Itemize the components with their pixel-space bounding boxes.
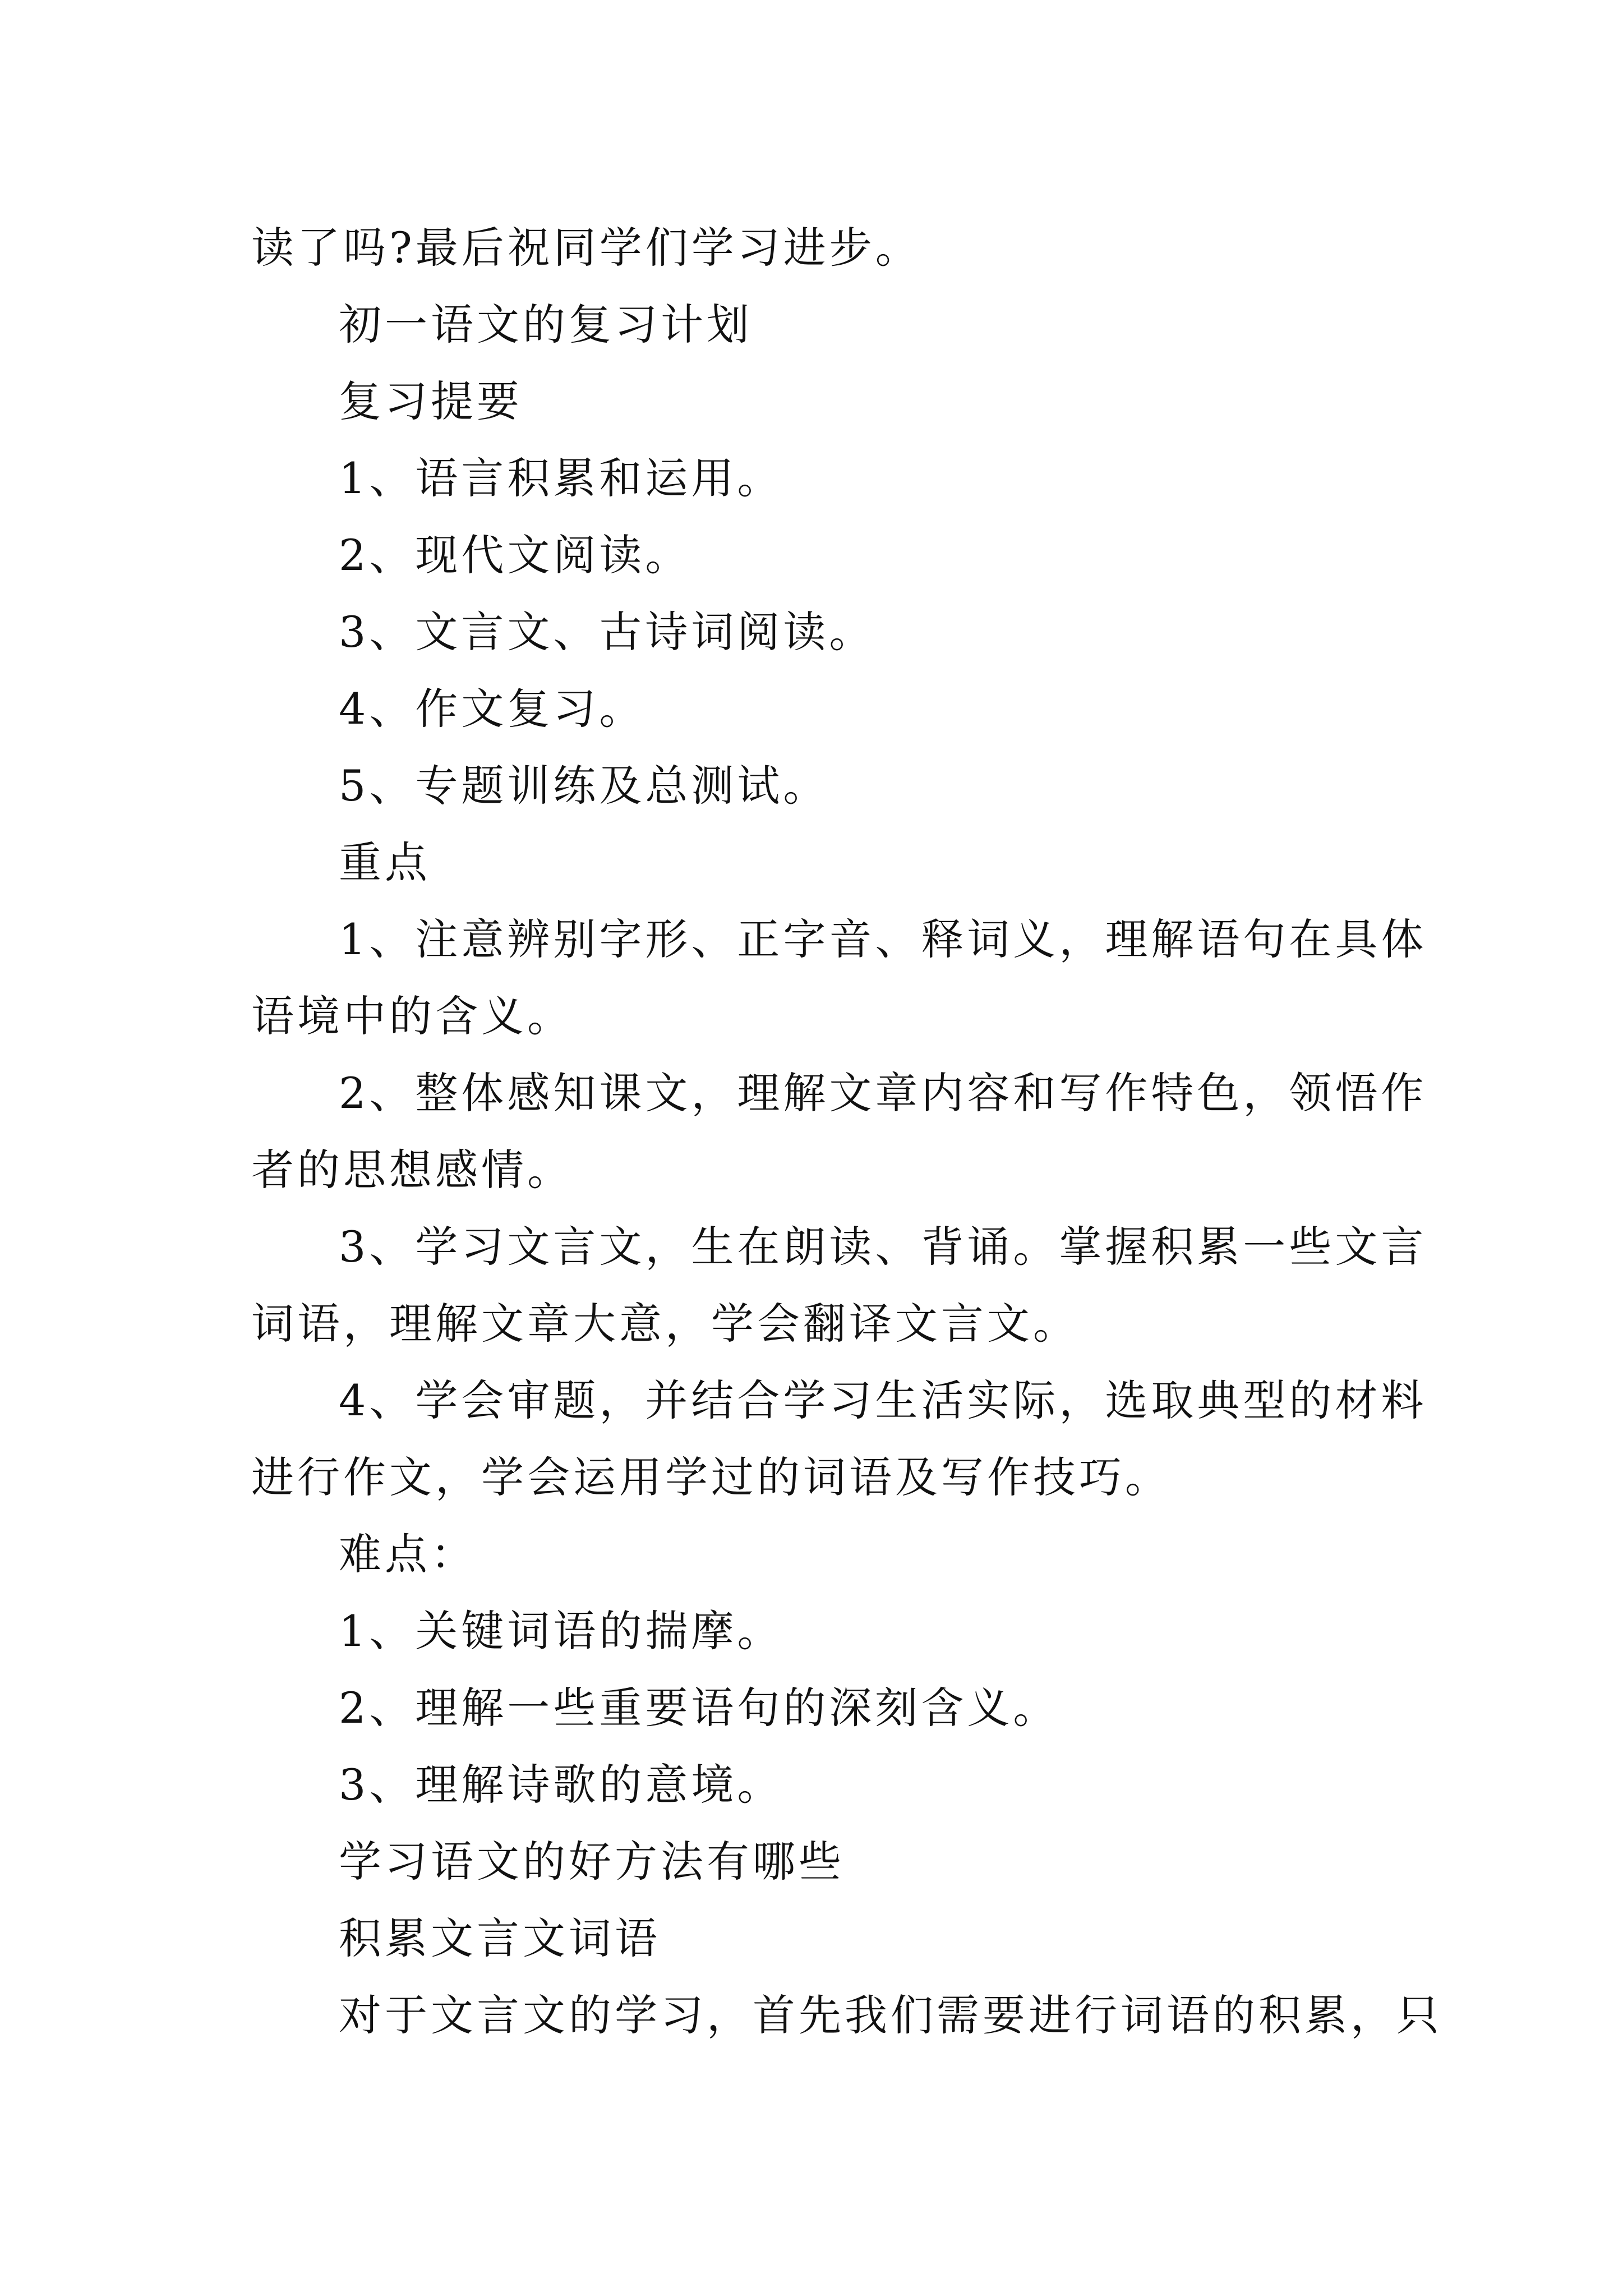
outline-heading: 复习提要 — [339, 376, 523, 426]
key-point-line: 1、注意辨别字形、正字音、释词义，理解语句在具体 — [339, 914, 1427, 964]
difficult-point: 1、关键词语的揣摩。 — [339, 1606, 783, 1656]
document-body — [251, 209, 1442, 2054]
key-point-line: 词语，理解文章大意，学会翻译文言文。 — [251, 1299, 1079, 1349]
key-point-line: 语境中的含义。 — [251, 991, 573, 1041]
key-point-line: 2、整体感知课文，理解文章内容和写作特色，领悟作 — [339, 1068, 1427, 1118]
outline-item: 1、语言积累和运用。 — [339, 453, 783, 503]
key-point-line: 者的思想感情。 — [251, 1145, 573, 1195]
difficult-points-heading: 难点： — [339, 1529, 477, 1579]
method-text: 对于文言文的学习，首先我们需要进行词语的积累，只 — [339, 1990, 1442, 2040]
key-point — [251, 1362, 1427, 1516]
outline-item: 2、现代文阅读。 — [339, 530, 691, 580]
method-heading: 积累文言文词语 — [339, 1913, 661, 1963]
key-point-line: 3、学习文言文，生在朗读、背诵。掌握积累一些文言 — [339, 1222, 1427, 1272]
outline-item: 5、专题训练及总测试。 — [339, 761, 829, 811]
difficult-point: 2、理解一些重要语句的深刻含义。 — [339, 1683, 1059, 1733]
outline-item: 3、文言文、古诗词阅读。 — [339, 607, 875, 657]
key-point — [251, 1055, 1427, 1208]
key-point — [251, 1208, 1427, 1362]
key-point — [251, 901, 1427, 1055]
outline-item: 4、作文复习。 — [339, 684, 645, 734]
section-title: 初一语文的复习计划 — [339, 300, 753, 349]
key-point-line: 进行作文，学会运用学过的词语及写作技巧。 — [251, 1452, 1171, 1502]
key-points-heading: 重点 — [339, 838, 431, 887]
continued-line: 读了吗?最后祝同学们学习进步。 — [251, 223, 921, 273]
key-point-line: 4、学会审题，并结合学习生活实际，选取典型的材料 — [339, 1375, 1427, 1425]
difficult-point: 3、理解诗歌的意境。 — [339, 1760, 783, 1810]
section-title: 学习语文的好方法有哪些 — [339, 1837, 845, 1887]
